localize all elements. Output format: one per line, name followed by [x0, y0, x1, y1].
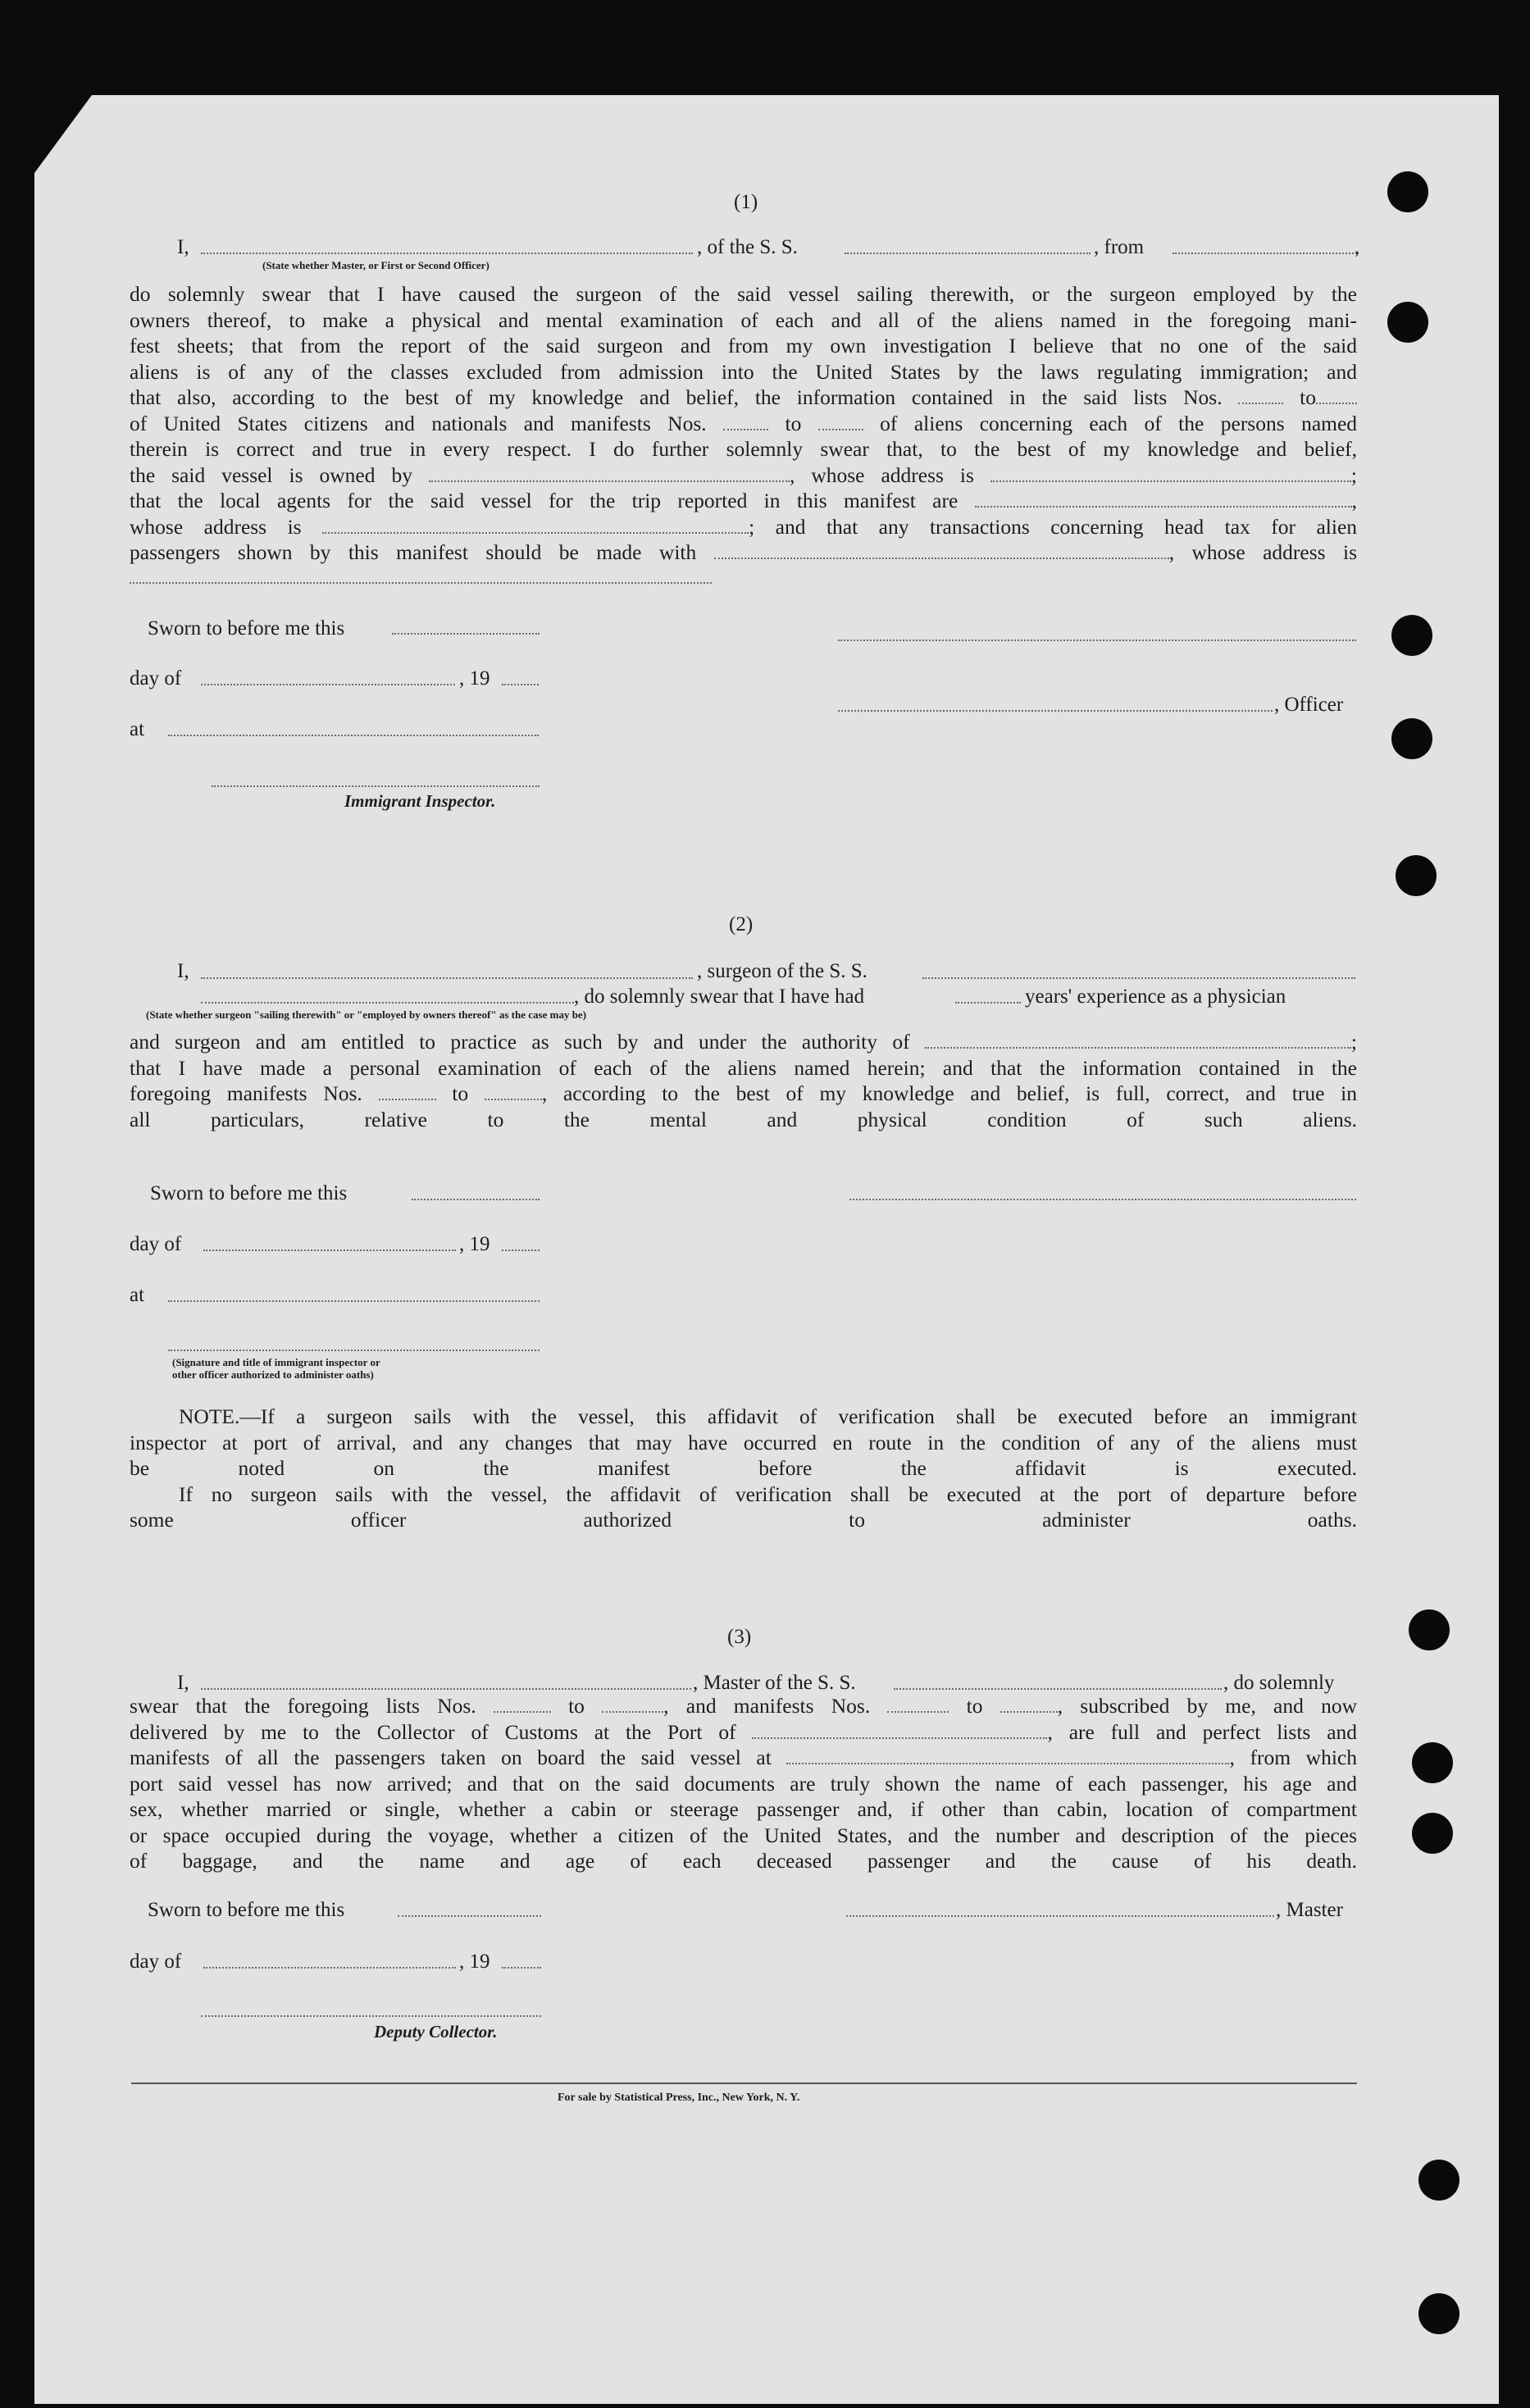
section-number: (2) [729, 913, 754, 935]
day-of-label: day of [130, 667, 182, 690]
punch-hole [1418, 2293, 1459, 2334]
vessel-line [922, 977, 1355, 979]
oath-paragraph-3: swear that the foregoing lists Nos. to , and manifests Nos. to , subscribed by me, and now delivered by me to the Collector of Customs at the Port of , are full and perfect lists and manifests of all the passengers taken on board the said vessel at , from which port said vessel has now arrived; and that on the said documents are truly shown the name of each passenger, his age and sex, whether married or single, whether a cabin or steerage passenger and, if other than cabin, location of compartment or space occupied during the voyage, whether a citizen of the United States, and the number and description of the pieces of baggage, and the name and age of each deceased passenger and the cause of his death. [130, 1694, 1358, 1873]
note-paragraph: NOTE.—If a surgeon sails with the vessel, this affidavit of verification shall be executed before an immigrant inspector at port of arrival, and any changes that may have occurred en route in the condition of any of the aliens must be noted on the manifest before the affidavit is executed. If no surgeon sails with the vessel, the affidavit of verification shall be executed at the port of departure before some officer authorized to administer oaths. [130, 1404, 1357, 1532]
punch-hole [1387, 171, 1428, 212]
sworn-label: Sworn to before me this [148, 1899, 345, 1921]
punch-hole [1412, 1742, 1453, 1783]
experience-label: years' experience as a physician [1025, 986, 1286, 1008]
of-ss-label: , of the S. S. [697, 236, 798, 258]
years-line [955, 1002, 1021, 1004]
at-label: at [130, 1284, 145, 1306]
year-line [502, 684, 539, 685]
at-line [168, 1300, 540, 1302]
year-line [502, 1250, 540, 1251]
day-of-line [203, 1967, 456, 1969]
signature-line [849, 1199, 1356, 1200]
punch-hole [1387, 302, 1428, 343]
inspector-line [212, 785, 540, 787]
name-line [201, 1688, 691, 1690]
surgeon-hint: (State whether surgeon "sailing therewith" or "employed by owners thereof" as the case may be) [146, 1008, 587, 1021]
signature-hint: other officer authorized to administer oaths) [172, 1368, 374, 1381]
master-of-label: , Master of the S. S. [693, 1672, 856, 1694]
sworn-day-line [398, 1915, 541, 1917]
punch-hole [1418, 2160, 1459, 2201]
name-line [201, 253, 693, 254]
printer-imprint: For sale by Statistical Press, Inc., New York, N. Y. [558, 2092, 800, 2104]
year-label: , 19 [459, 1233, 490, 1255]
signature-line [838, 640, 1356, 641]
year-line [502, 1967, 541, 1969]
officer-label: , Officer [1274, 694, 1344, 716]
section-number: (3) [727, 1626, 752, 1648]
punch-hole [1396, 855, 1437, 896]
officer-line [838, 710, 1273, 712]
solemnly-label: , do solemnly [1223, 1672, 1335, 1694]
punch-hole [1409, 1609, 1450, 1650]
oath-i: I, [177, 236, 189, 258]
collector-label: Deputy Collector. [374, 2022, 498, 2042]
master-line [846, 1915, 1274, 1917]
swear-label: , do solemnly swear that I have had [574, 986, 865, 1008]
name-line [201, 977, 693, 979]
oath-i: I, [177, 960, 189, 982]
footer-rule [131, 2083, 1357, 2084]
year-label: , 19 [459, 667, 490, 690]
punch-hole [1391, 615, 1432, 656]
sworn-label: Sworn to before me this [150, 1182, 348, 1204]
master-label: , Master [1276, 1899, 1343, 1921]
year-label: , 19 [459, 1951, 490, 1973]
day-of-line [201, 684, 455, 685]
sworn-label: Sworn to before me this [148, 617, 345, 640]
punch-hole [1412, 1813, 1453, 1854]
rank-hint: (State whether Master, or First or Second Officer) [262, 259, 490, 271]
surgeon-name-line [201, 1002, 574, 1004]
oath-i: I, [177, 1672, 189, 1694]
at-line [168, 735, 539, 736]
inspector-line [168, 1350, 540, 1351]
oath-paragraph-1: do solemnly swear that I have caused the surgeon of the said vessel sailing therewith, or the surgeon employed by the owners thereof, to make a physical and mental examination of each and all of the aliens named in the foregoing mani- fest sheets; that from the report of the said surgeon and from my own investigation I believe that no one of the said aliens is of any of the classes excluded from admission into the United States by the laws regulating immigration; and that also, according to the best of my knowledge and belief, the information contained in the said lists Nos. to of United States citizens and nationals and manifests Nos. to of aliens concerning each of the persons named therein is correct and true in every respect. I do further solemnly swear that, to the best of my knowledge and belief, the said vessel is owned by , whose address is ; that the local agents for the said vessel for the trip reported in this manifest are , whose address is ; and that any transactions concerning head tax for alien passengers shown by this manifest should be made with , whose address is [130, 282, 1358, 564]
sworn-day-line [392, 633, 540, 635]
comma: , [1355, 236, 1360, 258]
sworn-day-line [412, 1199, 540, 1200]
at-label: at [130, 718, 145, 740]
vessel-line [894, 1688, 1222, 1690]
section-number: (1) [734, 191, 758, 213]
surgeon-label: , surgeon of the S. S. [697, 960, 867, 982]
from-label: , from [1094, 236, 1145, 258]
vessel-line [845, 253, 1091, 254]
signature-hint: (Signature and title of immigrant inspector or [172, 1356, 380, 1368]
punch-hole [1391, 718, 1432, 759]
day-of-label: day of [130, 1951, 182, 1973]
collector-line [201, 2015, 541, 2017]
inspector-label: Immigrant Inspector. [344, 791, 496, 811]
day-of-line [203, 1250, 456, 1251]
address-line [130, 582, 712, 584]
oath-paragraph-2: and surgeon and am entitled to practice as such by and under the authority of ; that I have made a personal examination of each of the aliens named herein; and that the information contained in the foregoing manifests Nos. to , according to the best of my knowledge and belief, is full, correct, and true in all particulars, relative to the mental and physical condition of such aliens. [130, 1030, 1358, 1131]
from-line [1173, 253, 1357, 254]
day-of-label: day of [130, 1233, 182, 1255]
